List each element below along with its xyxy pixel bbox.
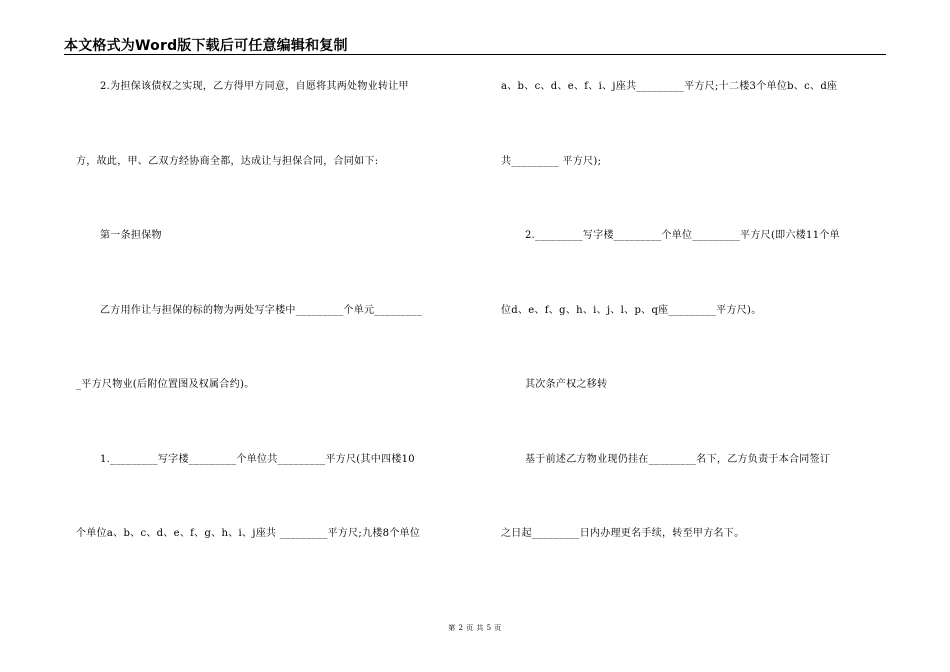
right-heading-ownership-transfer: 其次条产权之移转	[525, 379, 608, 390]
left-paragraph-1: 2.为担保该债权之实现，乙方得甲方同意，自愿将其两处物业转让甲	[100, 81, 409, 92]
document-title: 本文格式为Word版下载后可任意编辑和复制	[64, 38, 348, 54]
right-paragraph-1: a、b、c、d、e、f、i、j座共_________平方尺;十二楼3个单位b、c、d座	[501, 81, 838, 92]
left-paragraph-2: 方，故此，甲、乙双方经协商全都，达成让与担保合同，合同如下:	[76, 156, 379, 167]
right-paragraph-4: 位d、e、f、g、h、i、j、l、p、q座_________平方尺)。	[501, 305, 762, 316]
page-header	[64, 34, 886, 55]
right-paragraph-3: 2._________写字楼_________个单位_________平方尺(即六楼11个单	[525, 230, 840, 241]
right-paragraph-5: 基于前述乙方物业现仍挂在_________名下，乙方负责于本合同签订	[525, 454, 831, 465]
right-paragraph-6: 之日起_________日内办理更名手续，转至甲方名下。	[501, 528, 745, 539]
left-paragraph-3: 乙方用作让与担保的标的物为两处写字楼中_________个单元_________	[100, 305, 422, 316]
left-paragraph-5: 1._________写字楼_________个单位共_________平方尺(其中四楼10	[100, 454, 415, 465]
right-paragraph-2: 共_________ 平方尺);	[501, 156, 602, 167]
left-heading-collateral: 第一条担保物	[100, 230, 162, 241]
left-paragraph-6: 个单位a、b、c、d、e、f、g、h、i、j座共 _________平方尺;九楼8个单位	[76, 528, 421, 539]
left-paragraph-4: _平方尺物业(后附位置图及权属合约)。	[76, 379, 255, 390]
page-number: 第 2 页 共 5 页	[448, 624, 502, 632]
